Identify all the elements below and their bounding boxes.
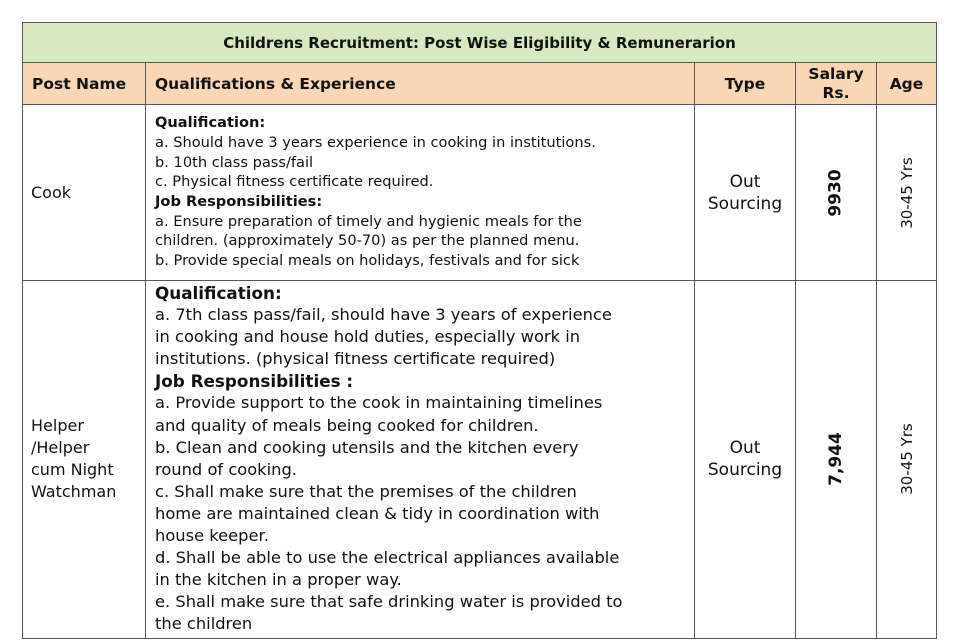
post-name-cell — [23, 281, 146, 639]
header-age: Age — [877, 63, 937, 105]
type-line1: Out — [729, 171, 761, 192]
document-table-wrapper — [22, 22, 937, 639]
responsibilities-heading: Job Responsibilities : — [155, 371, 354, 392]
header-qualifications: Qualifications & Experience — [146, 63, 695, 105]
salary-cell — [796, 281, 877, 639]
qualification-line: institutions. (physical fitness certificate required) — [155, 349, 556, 369]
post-name-line: Watchman — [31, 482, 117, 502]
qualifications-cell — [146, 281, 695, 639]
salary-cell — [796, 105, 877, 281]
responsibility-line: children. (approximately 50-70) as per the planned menu. — [155, 232, 580, 250]
type-line1: Out — [729, 438, 761, 459]
responsibility-line: a. Ensure preparation of timely and hygienic meals for the — [155, 212, 582, 230]
eligibility-table — [22, 22, 937, 639]
responsibility-line: d. Shall be able to use the electrical appliances available — [155, 548, 620, 568]
responsibility-line: b. Provide special meals on holidays, festivals and for sick — [155, 252, 580, 270]
header-salary-line2: Rs. — [822, 83, 850, 102]
header-post-name: Post Name — [23, 63, 146, 105]
type-line2: Sourcing — [707, 460, 783, 481]
responsibility-line: in the kitchen in a proper way. — [155, 570, 402, 590]
responsibility-line: a. Provide support to the cook in maintaining timelines — [155, 393, 603, 413]
qualification-line: in cooking and house hold duties, especially work in — [155, 327, 581, 347]
qualification-heading: Qualification: — [155, 283, 282, 303]
responsibility-line: c. Shall make sure that the premises of the children — [155, 481, 577, 501]
table-row — [23, 281, 937, 639]
responsibility-line: house keeper. — [155, 526, 269, 546]
qualification-line: a. 7th class pass/fail, should have 3 years of experience — [155, 305, 612, 325]
type-cell — [695, 281, 796, 639]
age-value: 30-45 Yrs — [897, 423, 916, 495]
type-line2: Sourcing — [707, 193, 783, 214]
salary-value: 9930 — [825, 168, 846, 217]
header-salary-line1: Salary — [808, 64, 864, 83]
age-cell — [877, 281, 937, 639]
header-row — [23, 63, 937, 105]
responsibility-line: round of cooking. — [155, 459, 297, 479]
age-cell — [877, 105, 937, 281]
qualification-line: a. Should have 3 years experience in cooking in institutions. — [155, 133, 596, 151]
type-cell — [695, 105, 796, 281]
responsibility-line: e. Shall make sure that safe drinking water is provided to — [155, 592, 623, 612]
post-name-cell: Cook — [23, 105, 146, 281]
table-title: Childrens Recruitment: Post Wise Eligibility & Remunerarion — [23, 23, 937, 63]
salary-value: 7,944 — [826, 432, 846, 487]
header-type: Type — [695, 63, 796, 105]
post-name-line: /Helper — [31, 438, 90, 458]
qualification-heading: Qualification: — [155, 114, 266, 132]
responsibility-line: the children — [155, 614, 253, 634]
responsibility-line: home are maintained clean & tidy in coordination with — [155, 503, 600, 523]
qualification-line: c. Physical fitness certificate required. — [155, 173, 434, 191]
responsibility-line: b. Clean and cooking utensils and the kitchen every — [155, 437, 579, 457]
responsibilities-heading: Job Responsibilities: — [155, 193, 323, 210]
qualifications-cell — [146, 105, 695, 281]
table-row — [23, 105, 937, 281]
header-salary — [796, 63, 877, 105]
qualification-line: b. 10th class pass/fail — [155, 153, 314, 171]
post-name-line: Helper — [31, 416, 84, 436]
responsibility-line: and quality of meals being cooked for children. — [155, 415, 539, 435]
age-value: 30-45 Yrs — [897, 156, 916, 229]
post-name-line: cum Night — [31, 460, 114, 480]
